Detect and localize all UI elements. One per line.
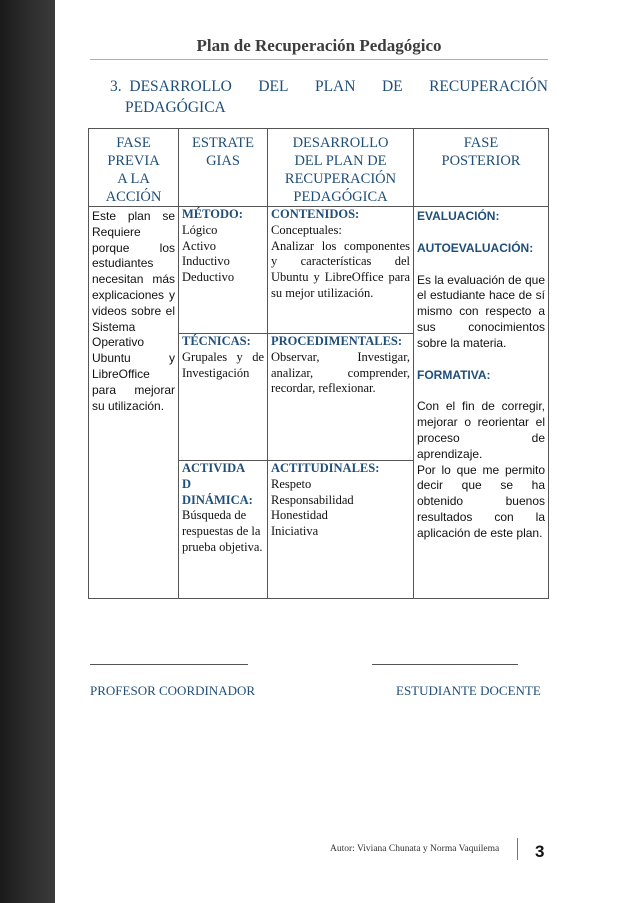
section-word-4: DE [381,78,403,95]
contenidos-cell: CONTENIDOS: Conceptuales: Analizar los componentes y características del Ubuntu y LibreOffice para su mejor utilización. [268,207,414,334]
section-heading-line2: PEDAGÓGICA [125,99,226,116]
autoevaluacion-text: Es la evaluación de que el estudiante hace de sí mismo con respecto a sus conocimientos sobre la materia. [417,272,545,350]
autoevaluacion-label: AUTOEVALUACIÓN: [417,240,534,255]
section-word-3: PLAN [314,78,356,95]
section-number-and-word-1: 3. DESARROLLO [110,78,232,95]
contenidos-label: CONTENIDOS: [271,207,360,221]
formativa-text: Con el fin de corregir, mejorar o reorientar el proceso de aprendizaje. [417,399,545,461]
actitudinales-label: ACTITUDINALES: [271,461,380,475]
signature-label-estudiante: ESTUDIANTE DOCENTE [396,683,541,698]
actividad-label: ACTIVIDA D DINÁMICA: [182,461,253,507]
header-estrategias: ESTRATE GIAS [179,129,268,207]
section-word-5: RECUPERACIÓN [429,78,548,95]
footer-author: Autor: Viviana Chunata y Norma Vaquilema [330,844,500,854]
header-divider [90,59,548,60]
fase-posterior-cell [414,207,549,599]
actividad-cell [179,461,268,599]
section-word-2: DEL [258,78,289,95]
signature-label-profesor: PROFESOR COORDINADOR [90,683,256,698]
procedimentales-text: Observar, Investigar, analizar, comprender, recordar, reflexionar. [271,349,410,396]
tecnicas-text: Grupales y de Investigación [182,349,264,380]
final-text: Por lo que me permito decir que se ha obtenido buenos resultados con la aplicación de este plan. [417,462,545,540]
fase-previa-text: Este plan se Requiere porque los estudiantes necesitan más explicaciones y videos sobre el Sistema Operativo Ubuntu y LibreOffice para mejorar su utilización. [92,209,175,413]
footer-divider [517,838,518,860]
fase-previa-cell [89,207,179,599]
procedimentales-cell [268,334,414,461]
signature-line-left [90,664,248,665]
page-number: 3 [535,842,545,861]
contenidos-text: Analizar los componentes y características del Ubuntu y LibreOffice para su mejor utilización. [271,238,410,300]
metodo-cell: MÉTODO: Lógico Activo Inductivo Deductivo [179,207,268,334]
tecnicas-cell [179,334,268,461]
header-fase-previa: FASE PREVIA A LA ACCIÓN [89,129,179,207]
metodo-label: MÉTODO: [182,207,243,221]
left-dark-band [0,0,55,903]
tecnicas-label: TÉCNICAS: [182,334,251,348]
header-fase-posterior: FASE POSTERIOR [414,129,549,207]
evaluacion-label: EVALUACIÓN: [417,209,500,223]
header-desarrollo: DESARROLLO DEL PLAN DE RECUPERACIÓN PEDAGÓGICA [268,129,414,207]
recovery-plan-table [88,128,549,599]
actividad-text: Búsqueda de respuestas de la prueba objetiva. [182,508,263,554]
actitudinales-cell: ACTITUDINALES: Respeto Responsabilidad Honestidad Iniciativa [268,461,414,599]
page-header-title: Plan de Recuperación Pedagógico [196,36,442,55]
procedimentales-label: PROCEDIMENTALES: [271,334,403,348]
signature-line-right [372,664,518,665]
formativa-label: FORMATIVA: [417,367,491,382]
section-heading [110,76,548,118]
